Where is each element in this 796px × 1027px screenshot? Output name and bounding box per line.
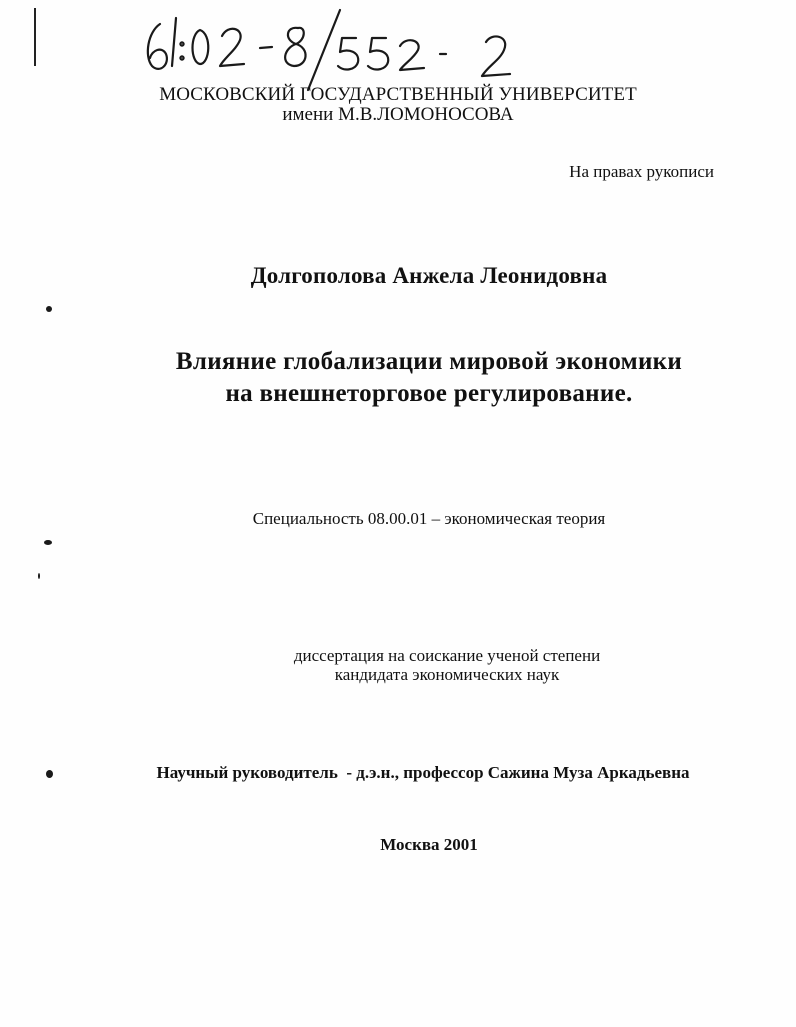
handwritten-archive-number-drawing xyxy=(138,4,538,94)
dissertation-degree-line-1: диссертация на соискание ученой степени xyxy=(293,646,601,665)
city-and-year: Москва 2001 xyxy=(380,835,478,854)
university-subtitle: имени М.В.ЛОМОНОСОВА xyxy=(282,104,514,125)
specialty: Специальность 08.00.01 – экономическая теория xyxy=(252,509,606,528)
university-name: МОСКОВСКИЙ ГОСУДАРСТВЕННЫЙ УНИВЕРСИТЕТ xyxy=(159,84,637,105)
author-name: Долгополова Анжела Леонидовна xyxy=(250,263,608,288)
handwritten-archive-number xyxy=(138,4,538,94)
scan-speck xyxy=(38,573,40,579)
scan-speck xyxy=(46,306,52,312)
thesis-title-line-2: на внешнеторговое регулирование. xyxy=(225,380,633,407)
scan-margin-line xyxy=(34,8,36,66)
dissertation-degree-line-2: кандидата экономических наук xyxy=(334,665,560,684)
scan-speck xyxy=(44,540,52,545)
thesis-title-line-1: Влияние глобализации мировой экономики xyxy=(175,348,683,375)
rights-note: На правах рукописи xyxy=(569,162,714,181)
scientific-supervisor: Научный руководитель - д.э.н., профессор Сажина Муза Аркадьевна xyxy=(156,763,690,782)
